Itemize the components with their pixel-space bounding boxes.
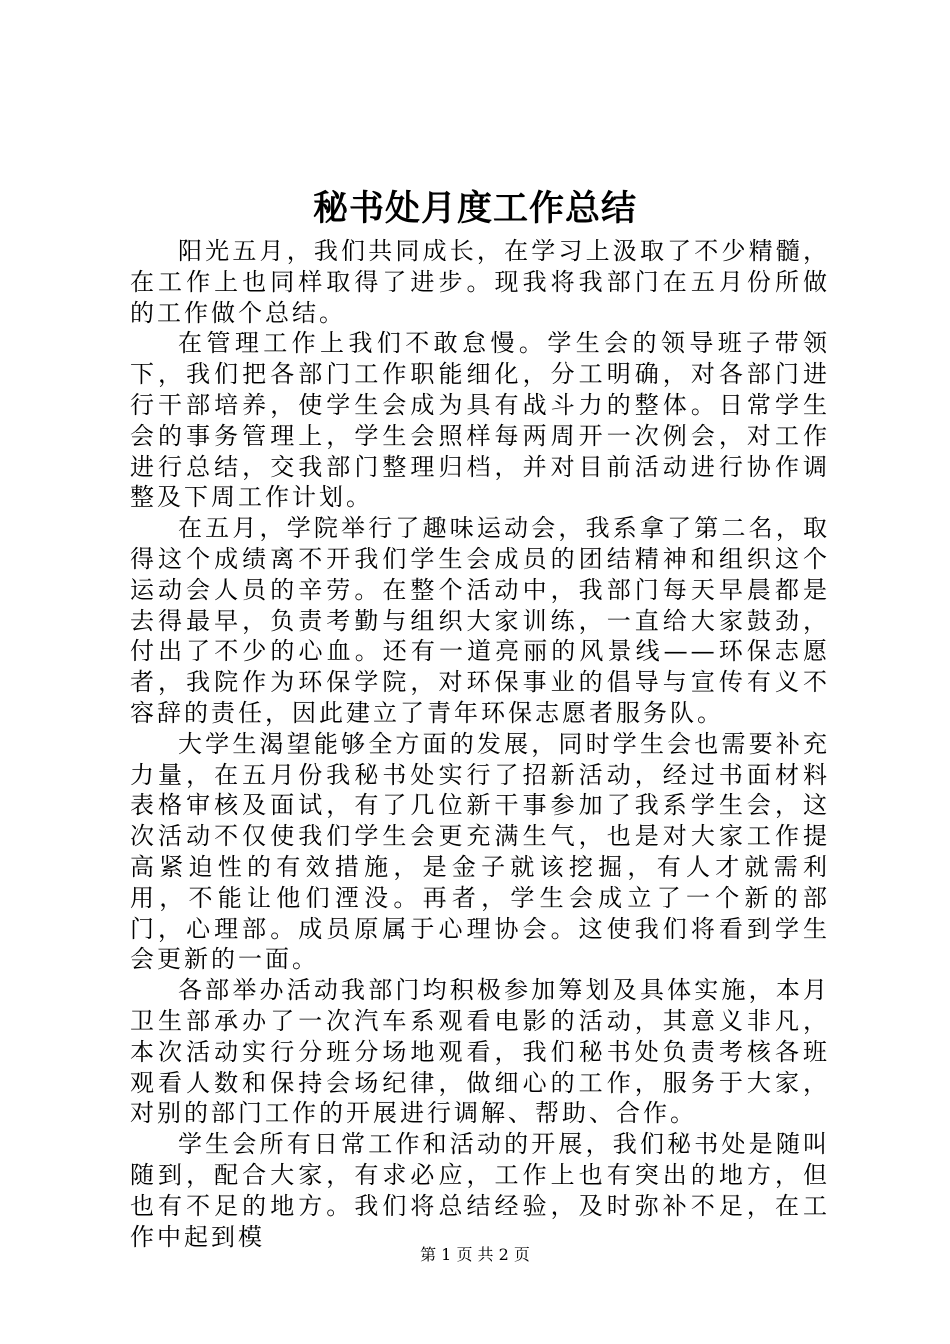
document-body [130, 236, 830, 1252]
paragraph-recruitment: 大学生渴望能够全方面的发展，同时学生会也需要补充力量，在五月份我秘书处实行了招新活动，经过书面材料表格审核及面试，有了几位新干事参加了我系学生会，这次活动不仅使我们学生会更充满生气，也是对大家工作提高紧迫性的有效措施，是金子就该挖掘，有人才就需利用，不能让他们湮没。再者，学生会成立了一个新的部门，心理部。成员原属于心理协会。这使我们将看到学生会更新的一面。 [130, 729, 830, 974]
document-title: 秘书处月度工作总结 [312, 188, 637, 229]
page-number-footer: 第 1 页 共 2 页 [420, 1245, 530, 1264]
paragraph-activities: 各部举办活动我部门均积极参加筹划及具体实施，本月卫生部承办了一次汽车系观看电影的活动，其意义非凡，本次活动实行分班分场地观看，我们秘书处负责考核各班观看人数和保持会场纪律，做细心的工作，服务于大家，对别的部门工作的开展进行调解、帮助、合作。 [130, 976, 830, 1128]
paragraph-daily-work: 学生会所有日常工作和活动的开展，我们秘书处是随叫随到，配合大家，有求必应，工作上也有突出的地方，但也有不足的地方。我们将总结经验，及时弥补不足，在工作中起到模 [130, 1130, 830, 1251]
paragraph-intro: 阳光五月，我们共同成长，在学习上汲取了不少精髓，在工作上也同样取得了进步。现我将我部门在五月份所做的工作做个总结。 [130, 237, 830, 327]
paragraph-management: 在管理工作上我们不敢怠慢。学生会的领导班子带领下，我们把各部门工作职能细化，分工明确，对各部门进行干部培养，使学生会成为具有战斗力的整体。日常学生会的事务管理上，学生会照样每两周开一次例会，对工作进行总结，交我部门整理归档，并对目前活动进行协作调整及下周工作计划。 [130, 329, 830, 512]
paragraph-sports-meet: 在五月，学院举行了趣味运动会，我系拿了第二名，取得这个成绩离不开我们学生会成员的团结精神和组织这个运动会人员的辛劳。在整个活动中，我部门每天早晨都是去得最早，负责考勤与组织大家训练，一直给大家鼓劲，付出了不少的心血。还有一道亮丽的风景线——环保志愿者，我院作为环保学院，对环保事业的倡导与宣传有义不容辞的责任，因此建立了青年环保志愿者服务队。 [130, 514, 830, 727]
